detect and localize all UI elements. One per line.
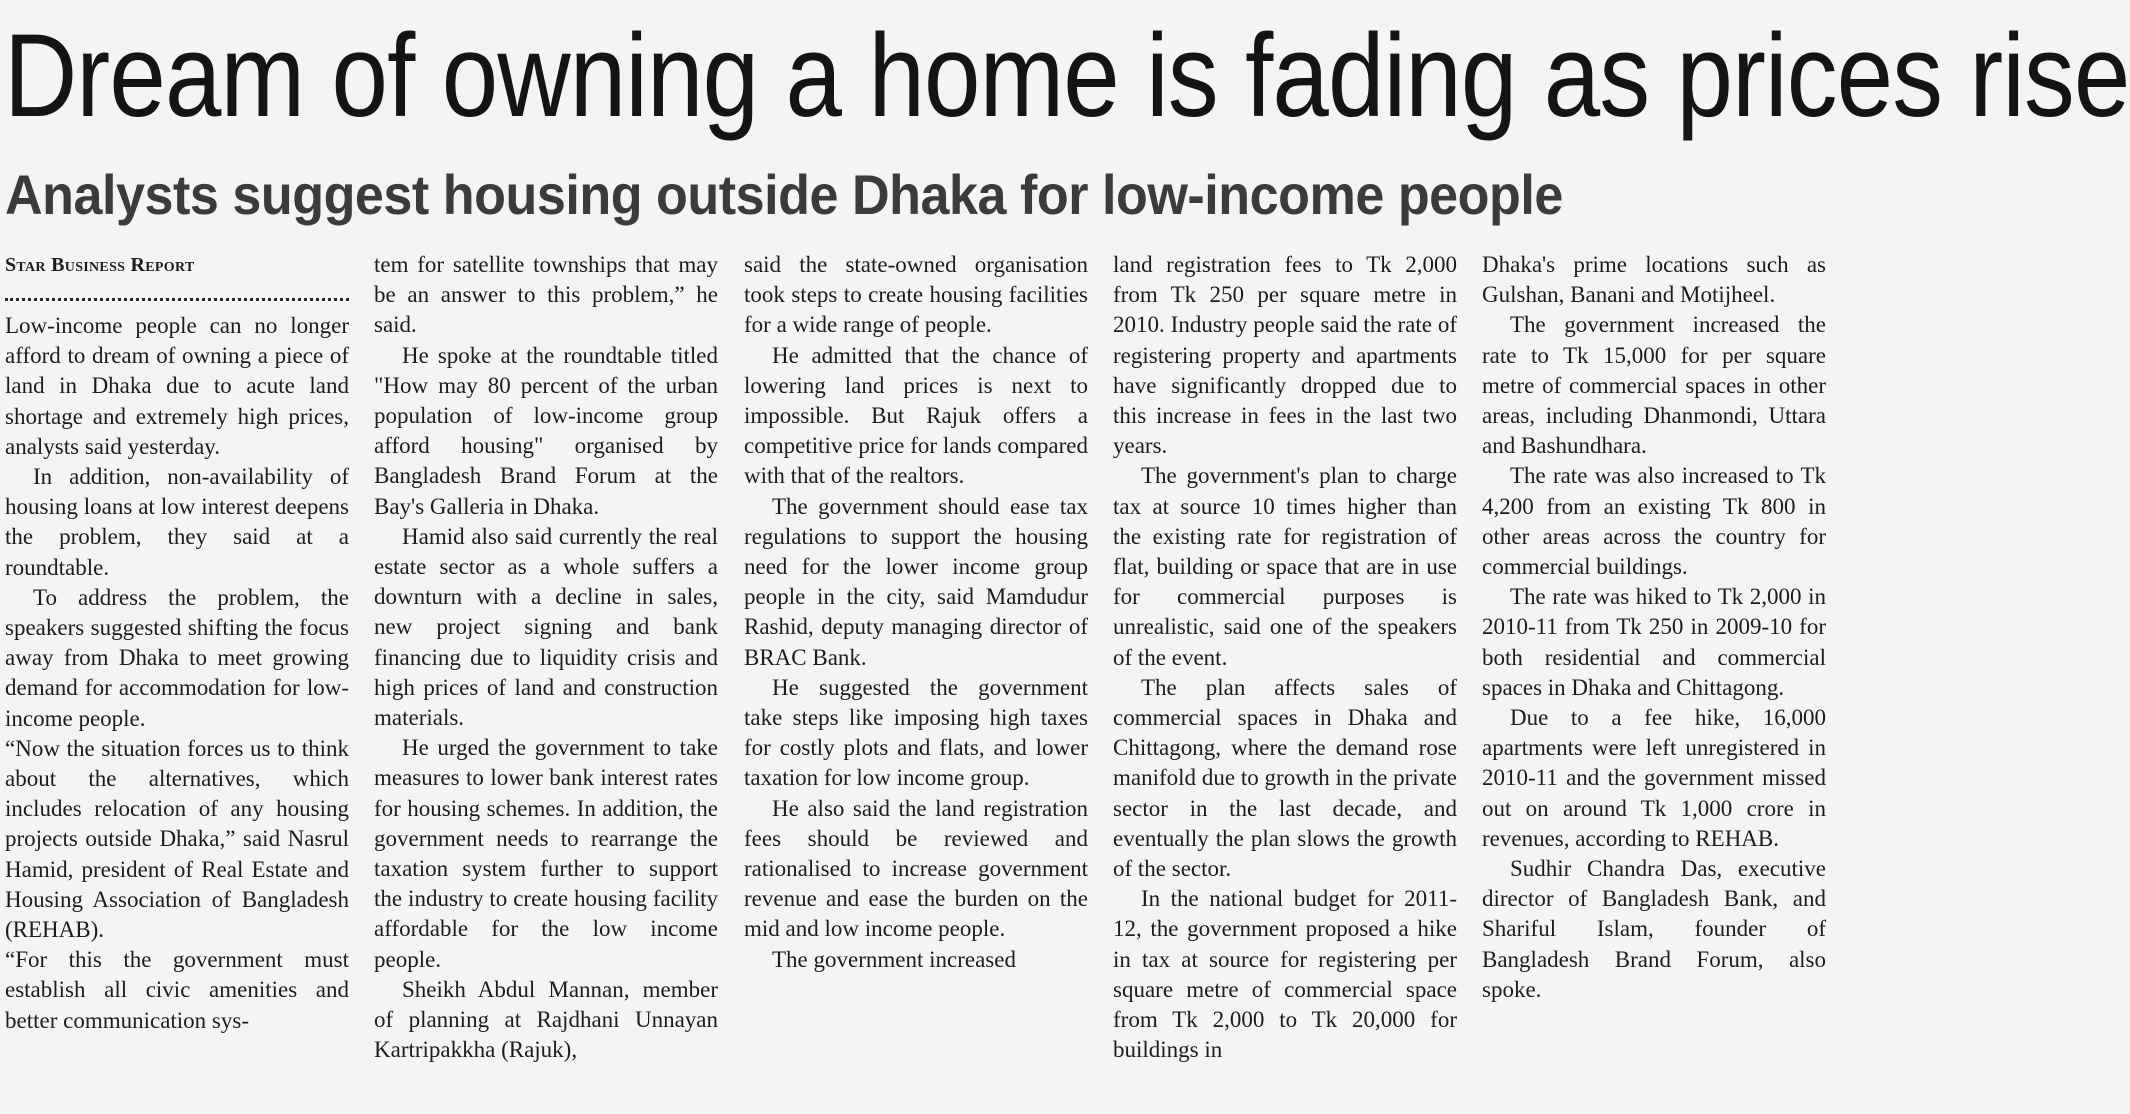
paragraph: In addition, non-availability of housing loans at low interest deepens the problem, they said at a roundtable. bbox=[5, 464, 349, 580]
headline: Dream of owning a home is fading as prices rise bbox=[4, 10, 2130, 142]
paragraph: The government's plan to charge tax at source 10 times higher than the existing rate for registration of flat, building or space that are in use for commercial purposes is unrealistic, said one of the speakers of the event. bbox=[1113, 463, 1457, 670]
paragraph: Low-income people can no longer afford to dream of owning a piece of land in Dhaka due to acute land shortage and extremely high prices, analysts said yesterday. bbox=[5, 313, 349, 459]
paragraph: tem for satellite townships that may be an answer to this problem,” he said. bbox=[374, 252, 718, 338]
paragraph: He spoke at the roundtable titled "How may 80 percent of the urban population of low-income group afford housing" organised by Bangladesh Brand Forum at the Bay's Galleria in Dhaka. bbox=[374, 342, 718, 519]
paragraph: To address the problem, the speakers suggested shifting the focus away from Dhaka to meet growing demand for accommodation for low-income people. bbox=[5, 584, 349, 731]
paragraph: “Now the situation forces us to think about the alternatives, which includes relocation of any housing projects outside Dhaka,” said Nasrul Hamid, president of Real Estate and Housing Association of Bangladesh (REHAB). bbox=[5, 735, 349, 943]
subheadline: Analysts suggest housing outside Dhaka for low-income people bbox=[5, 163, 1563, 226]
paragraph: Due to a fee hike, 16,000 apartments were left unregistered in 2010-11 and the government missed out on around Tk 1,000 crore in revenues, according to REHAB. bbox=[1482, 705, 1826, 851]
paragraph: He urged the government to take measures to lower bank interest rates for housing schemes. In addition, the government needs to rearrange the taxation system further to support the industry to create housing facility affordable for the low income people. bbox=[374, 735, 718, 972]
paragraph: The rate was hiked to Tk 2,000 in 2010-11 from Tk 250 in 2009-10 for both residential and commercial spaces in Dhaka and Chittagong. bbox=[1482, 584, 1826, 700]
byline: Star Business Report bbox=[5, 254, 195, 276]
article-column-3 bbox=[744, 250, 1088, 1100]
article-column-4 bbox=[1113, 250, 1457, 1100]
paragraph: Dhaka's prime locations such as Gulshan, Banani and Motijheel. bbox=[1482, 252, 1826, 308]
article-column-1 bbox=[5, 250, 349, 1100]
article-column-2 bbox=[374, 250, 718, 1100]
paragraph: He also said the land registration fees should be reviewed and rationalised to increase government revenue and ease the burden on the mid and low income people. bbox=[744, 795, 1088, 942]
paragraph: Sheikh Abdul Mannan, member of planning at Rajdhani Unnayan Kartripakkha (Rajuk), bbox=[374, 976, 718, 1063]
paragraph: “For this the government must establish all civic amenities and better communication sys- bbox=[5, 947, 349, 1033]
paragraph: The government increased bbox=[772, 946, 1016, 972]
paragraph: The plan affects sales of commercial spaces in Dhaka and Chittagong, where the demand rose manifold due to growth in the private sector in the last decade, and eventually the plan slows the growth of the sector. bbox=[1113, 674, 1457, 882]
paragraph: Sudhir Chandra Das, executive director of Bangladesh Bank, and Shariful Islam, founder of Bangladesh Brand Forum, also spoke. bbox=[1482, 856, 1826, 1002]
paragraph: The rate was also increased to Tk 4,200 from an existing Tk 800 in other areas across the country for commercial buildings. bbox=[1482, 463, 1826, 580]
paragraph: In the national budget for 2011-12, the government proposed a hike in tax at source for registering per square metre of commercial space from Tk 2,000 to Tk 20,000 for buildings in bbox=[1113, 886, 1457, 1063]
paragraph: The government should ease tax regulations to support the housing need for the lower income group people in the city, said Mamdudur Rashid, deputy managing director of BRAC Bank. bbox=[744, 493, 1088, 670]
paragraph: The government increased the rate to Tk 15,000 for per square metre of commercial spaces in other areas, including Dhanmondi, Uttara and Bashundhara. bbox=[1482, 312, 1826, 459]
paragraph: Hamid also said currently the real estate sector as a whole suffers a downturn with a decline in sales, new project signing and bank financing due to liquidity crisis and high prices of land and construction materials. bbox=[374, 523, 718, 731]
paragraph: He admitted that the chance of lowering land prices is next to impossible. But Rajuk offers a competitive price for lands compared with that of the realtors. bbox=[744, 342, 1088, 489]
article-body bbox=[5, 250, 1825, 1100]
article-column-5 bbox=[1482, 250, 1826, 1100]
paragraph: He suggested the government take steps like imposing high taxes for costly plots and flats, and lower taxation for low income group. bbox=[744, 674, 1088, 791]
paragraph: land registration fees to Tk 2,000 from Tk 250 per square metre in 2010. Industry people said the rate of registering property and apartments have significantly dropped due to this increase in fees in the last two years. bbox=[1113, 252, 1457, 459]
byline-divider bbox=[5, 286, 349, 301]
paragraph: said the state-owned organisation took steps to create housing facilities for a wide range of people. bbox=[744, 252, 1088, 338]
